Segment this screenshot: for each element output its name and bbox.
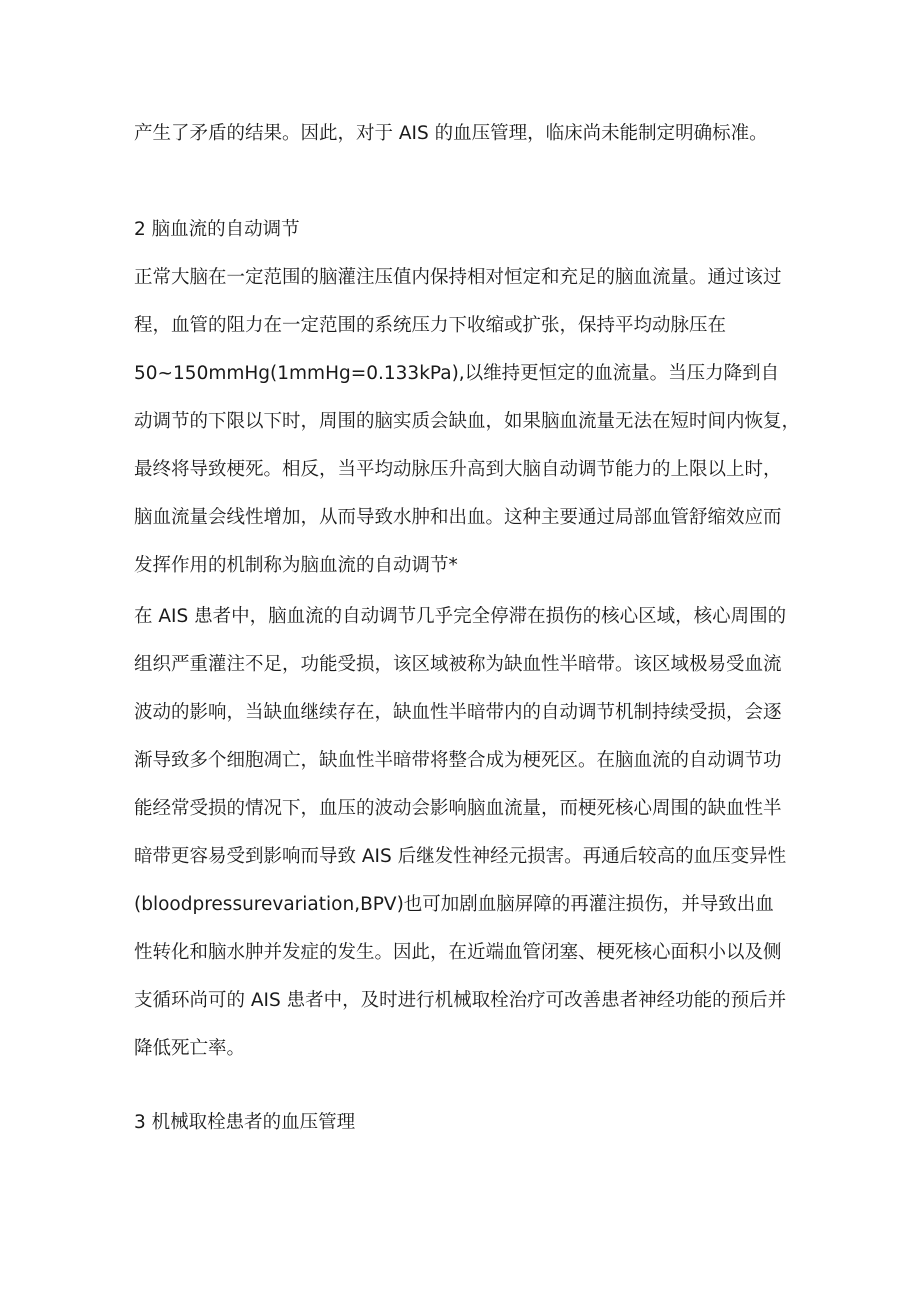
paragraph-line: 正常大脑在一定范围的脑灌注压值内保持相对恒定和充足的脑血流量。通过该过 (134, 267, 782, 288)
paragraph-line: 最终将导致梗死。相反，当平均动脉压升高到大脑自动调节能力的上限以上时， (134, 459, 782, 480)
paragraph-line: 支循环尚可的 AIS 患者中，及时进行机械取栓治疗可改善患者神经功能的预后并 (134, 990, 787, 1011)
paragraph-line: 50~150mmHg(1mmHg=0.133kPa),以维持更恒定的血流量。当压力降到自 (134, 363, 780, 384)
paragraph-line: 程，血管的阻力在一定范围的系统压力下收缩或扩张，保持平均动脉压在 (134, 315, 727, 336)
paragraph-line: 能经常受损的情况下，血压的波动会影响脑血流量，而梗死核心周围的缺血性半 (134, 798, 782, 819)
paragraph-line: (bloodpressurevariation,BPV)也可加剧血脑屏障的再灌注损伤，并导致出血 (134, 894, 774, 915)
paragraph-line: 波动的影响，当缺血继续存在，缺血性半暗带内的自动调节机制持续受损，会逐 (134, 702, 782, 723)
paragraph-line: 发挥作用的机制称为脑血流的自动调节* (134, 555, 458, 576)
section-2-heading: 2 脑血流的自动调节 (134, 219, 300, 240)
intro-line: 产生了矛盾的结果。因此，对于 AIS 的血压管理，临床尚未能制定明确标准。 (134, 123, 768, 144)
paragraph-line: 脑血流量会线性增加，从而导致水肿和出血。这种主要通过局部血管舒缩效应而 (134, 507, 782, 528)
paragraph-line: 暗带更容易受到影响而导致 AIS 后继发性神经元损害。再通后较高的血压变异性 (134, 846, 787, 867)
section-3-heading: 3 机械取栓患者的血压管理 (134, 1112, 356, 1133)
paragraph-line: 动调节的下限以下时，周围的脑实质会缺血，如果脑血流量无法在短时间内恢复， (134, 411, 801, 432)
paragraph-line: 组织严重灌注不足，功能受损，该区域被称为缺血性半暗带。该区域极易受血流 (134, 654, 782, 675)
paragraph-line: 渐导致多个细胞凋亡，缺血性半暗带将整合成为梗死区。在脑血流的自动调节功 (134, 750, 782, 771)
paragraph-line: 降低死亡率。 (134, 1038, 246, 1059)
paragraph-line: 性转化和脑水肿并发症的发生。因此，在近端血管闭塞、梗死核心面积小以及侧 (134, 942, 782, 963)
paragraph-line: 在 AIS 患者中，脑血流的自动调节几乎完全停滞在损伤的核心区域，核心周围的 (134, 606, 787, 627)
